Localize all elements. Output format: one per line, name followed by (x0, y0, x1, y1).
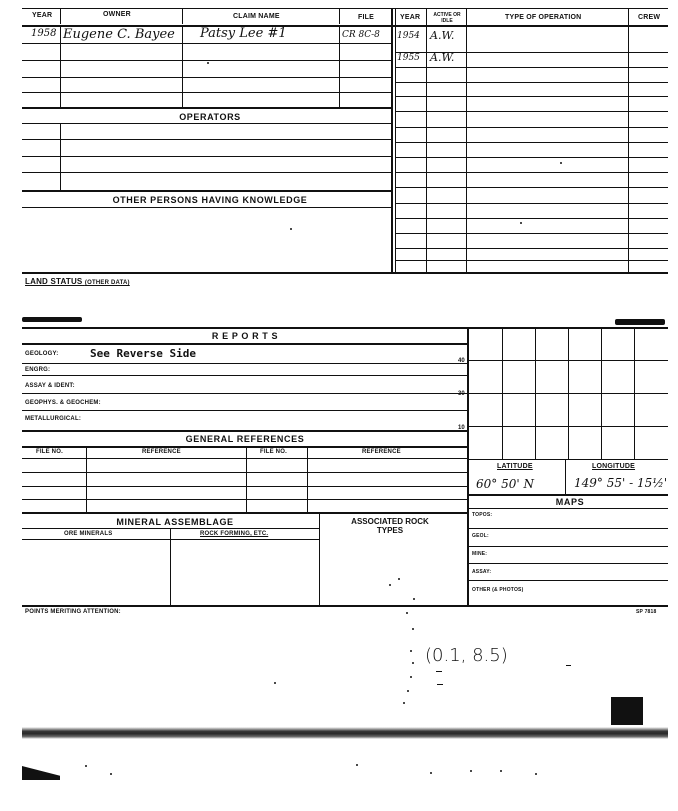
activity-year-1: 1954 (397, 31, 420, 41)
land-status-label (25, 277, 130, 286)
gr-file-no-1: FILE NO. (36, 449, 63, 455)
maps-geol: GEOL: (472, 533, 489, 539)
entry-file: CR 8C-8 (342, 30, 380, 40)
maps-other: OTHER (& PHOTOS) (472, 587, 524, 593)
gr-reference-1: REFERENCE (142, 449, 181, 455)
gr-reference-2: REFERENCE (362, 449, 401, 455)
header-file: FILE (358, 14, 374, 21)
scan-streak (22, 727, 668, 739)
entry-year: 1958 (31, 28, 57, 39)
longitude-label: LONGITUDE (592, 463, 636, 470)
points-meriting-attention: POINTS MERITING ATTENTION: (25, 609, 121, 615)
reports-title: R E P O R T S (211, 331, 279, 341)
entry-claim-name: Patsy Lee #1 (200, 26, 287, 41)
header-active-idle: ACTIVE OR IDLE (433, 12, 461, 24)
entry-owner: Eugene C. Bayee (63, 27, 175, 42)
header-year-right: YEAR (400, 14, 421, 21)
engrg-label: ENGRG: (25, 367, 51, 373)
handwritten-note: (0.1, 8.5) (425, 645, 508, 666)
geophys-label: GEOPHYS. & GEOCHEM: (25, 400, 101, 406)
land-status-title: LAND STATUS (25, 277, 83, 286)
latitude-value: 60° 50' N (476, 477, 534, 491)
land-status-sub: (OTHER DATA) (84, 280, 130, 286)
scale-30: 30 (458, 391, 465, 397)
mineral-assemblage-title: MINERAL ASSEMBLAGE (116, 517, 234, 527)
header-crew: CREW (638, 14, 661, 21)
header-claim-name: CLAIM NAME (233, 13, 280, 20)
black-square-mark (611, 697, 643, 725)
corner-mark (22, 766, 60, 780)
metallurgical-label: METALLURGICAL: (25, 416, 82, 422)
other-persons-heading: OTHER PERSONS HAVING KNOWLEDGE (112, 195, 308, 205)
form-number: SP 7818 (636, 609, 657, 615)
maps-topos: TOPOS: (472, 512, 493, 518)
activity-year-2: 1955 (397, 53, 420, 63)
header-owner: OWNER (103, 11, 131, 18)
geology-label: GEOLOGY: (25, 351, 59, 357)
ore-minerals-label: ORE MINERALS (64, 531, 113, 537)
header-type-of-operation: TYPE OF OPERATION (505, 14, 582, 21)
maps-assay: ASSAY: (472, 569, 492, 575)
scale-40: 40 (458, 358, 465, 364)
longitude-value: 149° 55' - 15½' (574, 476, 668, 490)
rock-forming-label: ROCK FORMING, ETC. (200, 531, 269, 537)
gr-file-no-2: FILE NO. (260, 449, 287, 455)
activity-status-1: A.W. (430, 29, 455, 42)
operators-heading: OPERATORS (179, 112, 241, 122)
latitude-label: LATITUDE (497, 463, 533, 470)
associated-rock-types: ASSOCIATED ROCK TYPES (351, 517, 429, 535)
scale-10: 10 (458, 425, 465, 431)
activity-status-2: A.W. (430, 51, 455, 64)
assay-label: ASSAY & IDENT: (25, 383, 75, 389)
header-year: YEAR (32, 12, 53, 19)
maps-title: MAPS (555, 497, 585, 507)
geology-value: See Reverse Side (90, 347, 196, 360)
general-references-title: GENERAL REFERENCES (185, 434, 305, 444)
maps-mine: MINE: (472, 551, 488, 557)
